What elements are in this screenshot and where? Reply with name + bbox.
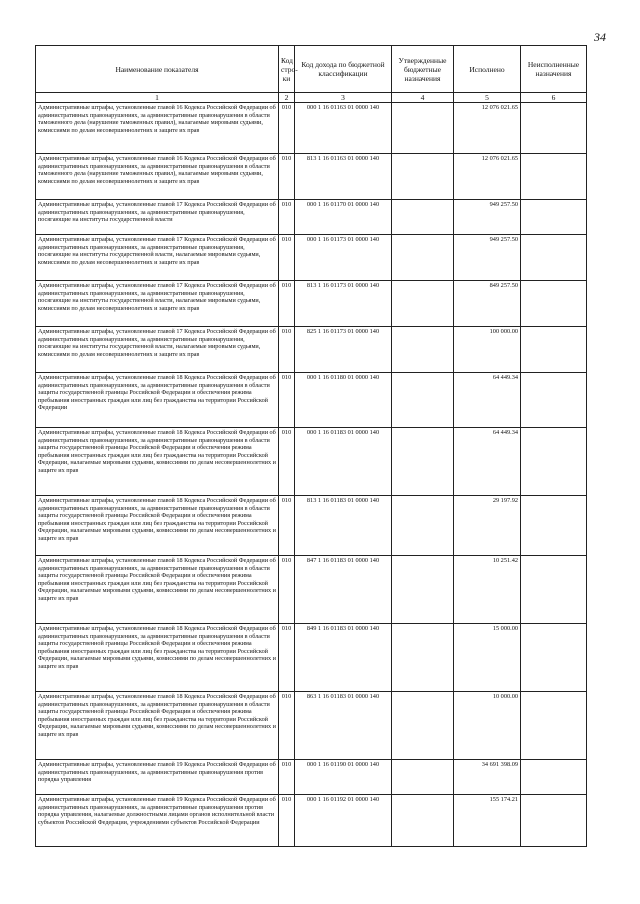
row-unexecuted	[521, 428, 587, 496]
page-number: 34	[594, 30, 606, 44]
row-approved	[392, 235, 454, 281]
table-row	[36, 692, 587, 760]
row-income-code: 863 1 16 01183 01 0000 140	[295, 692, 392, 760]
table-row	[36, 103, 587, 154]
row-executed: 100 000.00	[454, 327, 521, 373]
row-unexecuted	[521, 795, 587, 847]
row-income-code: 000 1 16 01170 01 0000 140	[295, 200, 392, 235]
row-income-code: 849 1 16 01183 01 0000 140	[295, 624, 392, 692]
table-body	[36, 103, 587, 847]
row-name: Административные штрафы, установленные главой 18 Кодекса Российской Федерации об административных правонарушениях, за административные правонарушения в области защиты государственной границы Российской Федерации и обеспечения режима пребывания иностранных граждан или лиц без гражданства на территории Российской Федерации, налагаемые мировыми судьями, комиссиями по делам несовершеннолетних и защите их прав	[36, 496, 279, 556]
row-line-code: 010	[279, 327, 295, 373]
row-approved	[392, 692, 454, 760]
table-row	[36, 200, 587, 235]
column-number-row	[36, 93, 587, 103]
row-income-code: 825 1 16 01173 01 0000 140	[295, 327, 392, 373]
row-approved	[392, 496, 454, 556]
row-income-code: 813 1 16 01183 01 0000 140	[295, 496, 392, 556]
row-unexecuted	[521, 760, 587, 795]
column-number: 1	[36, 93, 279, 103]
row-unexecuted	[521, 103, 587, 154]
row-approved	[392, 327, 454, 373]
row-line-code: 010	[279, 624, 295, 692]
row-name: Административные штрафы, установленные главой 17 Кодекса Российской Федерации об административных правонарушениях, за административные правонарушения, посягающие на институты государственной власти, налагаемые мировыми судьями, комиссиями по делам несовершеннолетних и защите их прав	[36, 327, 279, 373]
row-executed: 29 197.92	[454, 496, 521, 556]
row-name: Административные штрафы, установленные главой 17 Кодекса Российской Федерации об административных правонарушениях, за административные правонарушения, посягающие на институты государственной власти, налагаемые мировыми судьями, комиссиями по делам несовершеннолетних и защите их прав	[36, 281, 279, 327]
row-income-code: 000 1 16 01192 01 0000 140	[295, 795, 392, 847]
row-name: Административные штрафы, установленные главой 19 Кодекса Российской Федерации об административных правонарушениях, за административные правонарушения против порядка управления	[36, 760, 279, 795]
column-number: 3	[295, 93, 392, 103]
row-income-code: 000 1 16 01190 01 0000 140	[295, 760, 392, 795]
row-line-code: 010	[279, 373, 295, 428]
row-name: Административные штрафы, установленные главой 18 Кодекса Российской Федерации об административных правонарушениях, за административные правонарушения в области защиты государственной границы Российской Федерации и обеспечения режима пребывания иностранных граждан или лиц без гражданства на территории Российской Федерации, налагаемые мировыми судьями, комиссиями по делам несовершеннолетних и защите их прав	[36, 692, 279, 760]
row-name: Административные штрафы, установленные главой 17 Кодекса Российской Федерации об административных правонарушениях, за административные правонарушения, посягающие на институты государственной власти	[36, 200, 279, 235]
row-income-code: 000 1 16 01163 01 0000 140	[295, 103, 392, 154]
table-row	[36, 281, 587, 327]
row-name: Административные штрафы, установленные главой 18 Кодекса Российской Федерации об административных правонарушениях, за административные правонарушения в области защиты государственной границы Российской Федерации и обеспечения режима пребывания иностранных граждан или лиц без гражданства на территории Российской Федерации	[36, 373, 279, 428]
column-number: 2	[279, 93, 295, 103]
row-line-code: 010	[279, 281, 295, 327]
row-executed: 10 251.42	[454, 556, 521, 624]
header-approved: Утвержденные бюджетные назначения	[392, 46, 454, 93]
row-name: Административные штрафы, установленные главой 18 Кодекса Российской Федерации об административных правонарушениях, за административные правонарушения в области защиты государственной границы Российской Федерации и обеспечения режима пребывания иностранных граждан или лиц без гражданства на территории Российской Федерации, налагаемые мировыми судьями, комиссиями по делам несовершеннолетних и защите их прав	[36, 556, 279, 624]
row-line-code: 010	[279, 103, 295, 154]
row-unexecuted	[521, 692, 587, 760]
row-executed: 155 174.21	[454, 795, 521, 847]
row-executed: 34 691 398.09	[454, 760, 521, 795]
row-unexecuted	[521, 327, 587, 373]
row-executed: 64 449.34	[454, 373, 521, 428]
row-name: Административные штрафы, установленные главой 18 Кодекса Российской Федерации об административных правонарушениях, за административные правонарушения в области защиты государственной границы Российской Федерации и обеспечения режима пребывания иностранных граждан или лиц без гражданства на территории Российской Федерации, налагаемые мировыми судьями, комиссиями по делам несовершеннолетних и защите их прав	[36, 428, 279, 496]
row-name: Административные штрафы, установленные главой 19 Кодекса Российской Федерации об административных правонарушениях, за административные правонарушения против порядка управления, налагаемые должностными лицами органов исполнительной власти субъектов Российской Федерации, учреждениями субъектов Российской Федерации	[36, 795, 279, 847]
header-line-code: Код стро-ки	[279, 46, 295, 93]
row-approved	[392, 281, 454, 327]
row-income-code: 813 1 16 01173 01 0000 140	[295, 281, 392, 327]
row-line-code: 010	[279, 235, 295, 281]
header-unexecuted: Неисполненные назначения	[521, 46, 587, 93]
row-name: Административные штрафы, установленные главой 17 Кодекса Российской Федерации об административных правонарушениях, за административные правонарушения, посягающие на институты государственной власти, налагаемые мировыми судьями, комиссиями по делам несовершеннолетних и защите их прав	[36, 235, 279, 281]
row-income-code: 847 1 16 01183 01 0000 140	[295, 556, 392, 624]
column-number: 6	[521, 93, 587, 103]
row-income-code: 000 1 16 01173 01 0000 140	[295, 235, 392, 281]
row-unexecuted	[521, 624, 587, 692]
table-row	[36, 624, 587, 692]
row-income-code: 000 1 16 01183 01 0000 140	[295, 428, 392, 496]
row-executed: 15 000.00	[454, 624, 521, 692]
column-number: 4	[392, 93, 454, 103]
row-approved	[392, 373, 454, 428]
row-approved	[392, 428, 454, 496]
row-line-code: 010	[279, 760, 295, 795]
table-row	[36, 496, 587, 556]
row-unexecuted	[521, 556, 587, 624]
row-executed: 12 076 021.65	[454, 103, 521, 154]
header-executed: Исполнено	[454, 46, 521, 93]
row-income-code: 813 1 16 01163 01 0000 140	[295, 154, 392, 200]
row-unexecuted	[521, 235, 587, 281]
row-line-code: 010	[279, 496, 295, 556]
row-line-code: 010	[279, 795, 295, 847]
row-unexecuted	[521, 281, 587, 327]
row-executed: 10 000.00	[454, 692, 521, 760]
header-income-code: Код дохода по бюджетной классификации	[295, 46, 392, 93]
row-name: Административные штрафы, установленные главой 16 Кодекса Российской Федерации об административных правонарушениях, за административные правонарушения в области таможенного дела (нарушение таможенных правил), налагаемые мировыми судьями, комиссиями по делам несовершеннолетних и защите их прав	[36, 103, 279, 154]
row-approved	[392, 795, 454, 847]
row-line-code: 010	[279, 556, 295, 624]
header-row	[36, 46, 587, 93]
row-executed: 949 257.50	[454, 235, 521, 281]
table-row	[36, 154, 587, 200]
row-approved	[392, 103, 454, 154]
row-approved	[392, 200, 454, 235]
table-row	[36, 373, 587, 428]
table-row	[36, 795, 587, 847]
table-row	[36, 428, 587, 496]
row-approved	[392, 556, 454, 624]
table-row	[36, 235, 587, 281]
row-approved	[392, 154, 454, 200]
row-executed: 64 449.34	[454, 428, 521, 496]
row-approved	[392, 624, 454, 692]
row-executed: 849 257.50	[454, 281, 521, 327]
table-row	[36, 556, 587, 624]
row-name: Административные штрафы, установленные главой 16 Кодекса Российской Федерации об административных правонарушениях, за административные правонарушения в области таможенного дела (нарушение таможенных правил), налагаемые мировыми судьями, комиссиями по делам несовершеннолетних и защите их прав	[36, 154, 279, 200]
row-unexecuted	[521, 496, 587, 556]
row-name: Административные штрафы, установленные главой 18 Кодекса Российской Федерации об административных правонарушениях, за административные правонарушения в области защиты государственной границы Российской Федерации и обеспечения режима пребывания иностранных граждан или лиц без гражданства на территории Российской Федерации, налагаемые мировыми судьями, комиссиями по делам несовершеннолетних и защите их прав	[36, 624, 279, 692]
report-table	[35, 45, 587, 847]
row-executed: 949 257.50	[454, 200, 521, 235]
row-line-code: 010	[279, 428, 295, 496]
row-approved	[392, 760, 454, 795]
row-unexecuted	[521, 373, 587, 428]
row-line-code: 010	[279, 200, 295, 235]
table-row	[36, 760, 587, 795]
row-line-code: 010	[279, 692, 295, 760]
row-income-code: 000 1 16 01180 01 0000 140	[295, 373, 392, 428]
column-number: 5	[454, 93, 521, 103]
row-line-code: 010	[279, 154, 295, 200]
row-executed: 12 076 021.65	[454, 154, 521, 200]
table-row	[36, 327, 587, 373]
row-unexecuted	[521, 154, 587, 200]
row-unexecuted	[521, 200, 587, 235]
header-name: Наименование показателя	[36, 46, 279, 93]
